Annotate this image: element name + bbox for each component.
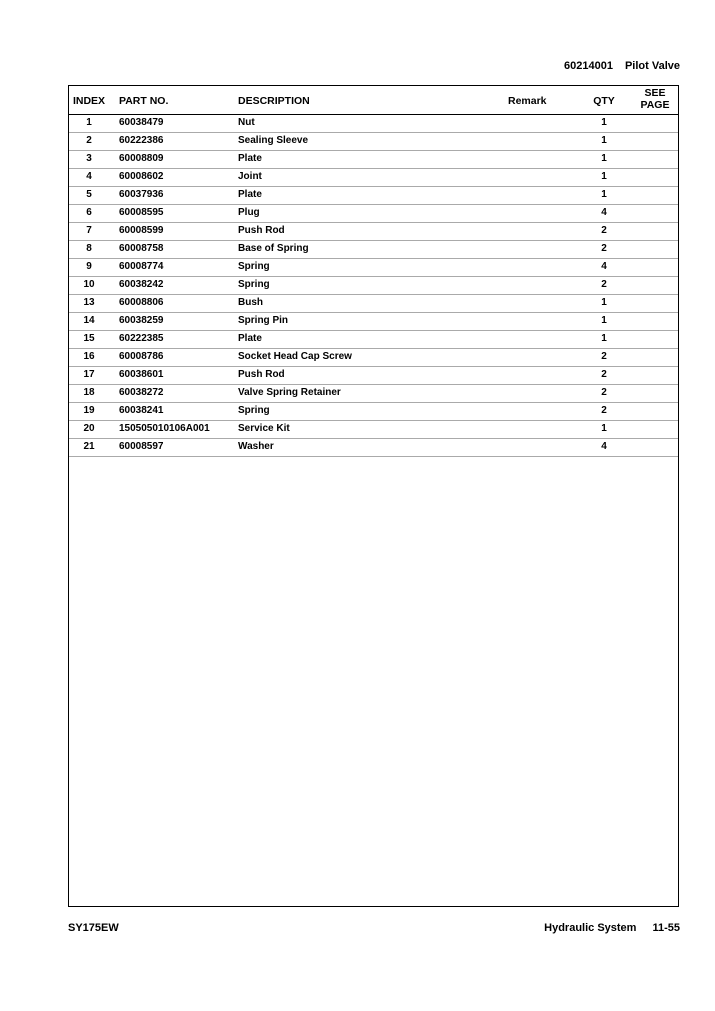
qty-cell: 1 [601, 117, 607, 128]
table-row [69, 223, 678, 241]
index-cell: 19 [83, 405, 95, 416]
description-cell: Nut [238, 117, 255, 128]
table-header [69, 86, 678, 115]
col-qty-header: QTY [593, 95, 615, 107]
part-no-cell: 60038259 [119, 315, 164, 326]
table-row [69, 349, 678, 367]
qty-cell: 2 [601, 405, 607, 416]
table-row [69, 277, 678, 295]
part-no-cell: 60008774 [119, 261, 164, 272]
qty-cell: 1 [601, 333, 607, 344]
qty-cell: 1 [601, 315, 607, 326]
assembly-title: Pilot Valve [624, 60, 680, 72]
qty-cell: 1 [601, 423, 607, 434]
description-cell: Base of Spring [238, 243, 309, 254]
table-row [69, 115, 678, 133]
table-row [69, 331, 678, 349]
index-cell: 5 [86, 189, 92, 200]
index-cell: 10 [83, 279, 95, 290]
part-no-cell: 60008758 [119, 243, 164, 254]
description-cell: Push Rod [238, 369, 285, 380]
table-row [69, 295, 678, 313]
qty-cell: 2 [601, 279, 607, 290]
description-cell: Valve Spring Retainer [238, 387, 341, 398]
description-cell: Spring Pin [238, 315, 288, 326]
table-row [69, 151, 678, 169]
qty-cell: 4 [601, 261, 607, 272]
index-cell: 7 [86, 225, 92, 236]
table-row [69, 169, 678, 187]
assembly-code: 60214001 [564, 60, 613, 72]
index-cell: 15 [83, 333, 95, 344]
description-cell: Plate [238, 189, 262, 200]
index-cell: 4 [86, 171, 92, 182]
see-label: SEE [644, 87, 666, 99]
part-no-cell: 60008806 [119, 297, 164, 308]
index-cell: 8 [86, 243, 92, 254]
index-cell: 3 [86, 153, 92, 164]
qty-cell: 1 [601, 135, 607, 146]
qty-cell: 2 [601, 369, 607, 380]
table-row [69, 439, 678, 457]
qty-cell: 1 [601, 153, 607, 164]
index-cell: 18 [83, 387, 95, 398]
description-cell: Sealing Sleeve [238, 135, 309, 146]
index-cell: 13 [83, 297, 95, 308]
table-row [69, 133, 678, 151]
table-row [69, 313, 678, 331]
table-row [69, 367, 678, 385]
index-cell: 1 [86, 117, 92, 128]
index-cell: 17 [83, 369, 95, 380]
col-part-no-header: PART NO. [119, 95, 169, 107]
description-cell: Spring [238, 279, 270, 290]
part-no-cell: 60038241 [119, 405, 164, 416]
index-cell: 14 [83, 315, 95, 326]
description-cell: Bush [238, 297, 263, 308]
part-no-cell: 60008809 [119, 153, 164, 164]
part-no-cell: 60038272 [119, 387, 164, 398]
table-row [69, 421, 678, 439]
qty-cell: 2 [601, 225, 607, 236]
description-cell: Spring [238, 261, 270, 272]
index-cell: 16 [83, 351, 95, 362]
qty-cell: 4 [601, 441, 607, 452]
table-body [69, 115, 678, 457]
index-cell: 21 [83, 441, 95, 452]
description-cell: Spring [238, 405, 270, 416]
part-no-cell: 60008602 [119, 171, 164, 182]
part-no-cell: 60038601 [119, 369, 164, 380]
qty-cell: 2 [601, 243, 607, 254]
col-description-header: DESCRIPTION [238, 95, 310, 107]
index-cell: 2 [86, 135, 92, 146]
qty-cell: 2 [601, 387, 607, 398]
table-row [69, 403, 678, 421]
table-row [69, 187, 678, 205]
part-no-cell: 150505010106A001 [119, 423, 210, 434]
qty-cell: 1 [601, 189, 607, 200]
part-no-cell: 60008786 [119, 351, 164, 362]
col-see-page-header [635, 87, 675, 111]
description-cell: Plate [238, 153, 262, 164]
description-cell: Washer [238, 441, 274, 452]
footer-model: SY175EW [68, 922, 119, 934]
index-cell: 6 [86, 207, 92, 218]
part-no-cell: 60008597 [119, 441, 164, 452]
page-label: PAGE [640, 99, 670, 111]
part-no-cell: 60038242 [119, 279, 164, 290]
part-no-cell: 60038479 [119, 117, 164, 128]
col-index-header: INDEX [72, 95, 106, 107]
table-row [69, 259, 678, 277]
page-header [564, 60, 680, 72]
part-no-cell: 60222386 [119, 135, 164, 146]
qty-cell: 1 [601, 297, 607, 308]
description-cell: Plate [238, 333, 262, 344]
description-cell: Socket Head Cap Screw [238, 351, 352, 362]
description-cell: Push Rod [238, 225, 285, 236]
part-no-cell: 60037936 [119, 189, 164, 200]
table-row [69, 385, 678, 403]
description-cell: Joint [238, 171, 262, 182]
col-remark-header: Remark [508, 95, 547, 107]
index-cell: 20 [83, 423, 95, 434]
qty-cell: 4 [601, 207, 607, 218]
description-cell: Plug [238, 207, 260, 218]
qty-cell: 2 [601, 351, 607, 362]
part-no-cell: 60008595 [119, 207, 164, 218]
footer-section: Hydraulic System [544, 922, 637, 934]
table-row [69, 241, 678, 259]
description-cell: Service Kit [238, 423, 290, 434]
part-no-cell: 60222385 [119, 333, 164, 344]
index-cell: 9 [86, 261, 92, 272]
qty-cell: 1 [601, 171, 607, 182]
parts-table-frame [68, 85, 679, 907]
table-row [69, 205, 678, 223]
footer-page-number: 11-55 [652, 922, 680, 934]
part-no-cell: 60008599 [119, 225, 164, 236]
footer-section-page [544, 922, 680, 934]
